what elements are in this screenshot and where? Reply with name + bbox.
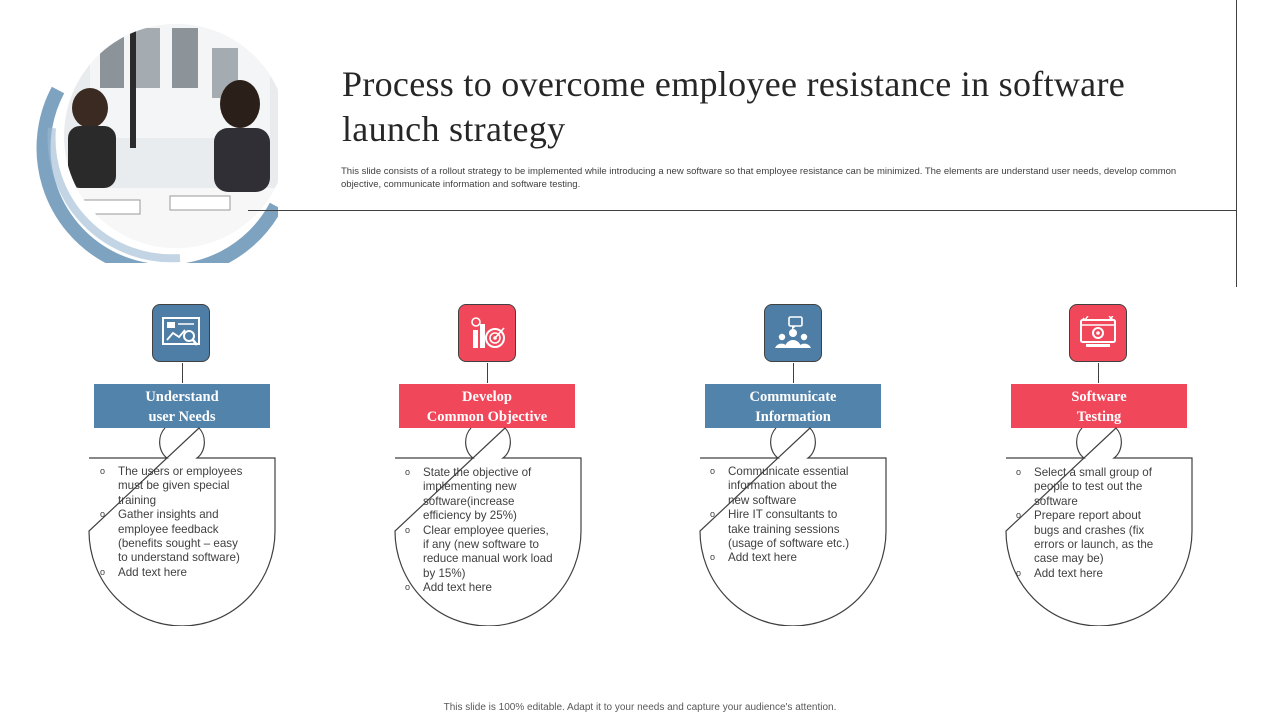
- step-heading-line1: Software: [1071, 389, 1127, 405]
- list-item: o State the objective of implementing new software(increase efficiency by 25%): [405, 466, 555, 524]
- step-items-list: [405, 466, 555, 596]
- vertical-divider: [1236, 0, 1237, 287]
- connector-line: [182, 363, 183, 383]
- step-header-communicate: [705, 384, 881, 428]
- list-item: o Communicate essential information about the new software: [710, 465, 860, 508]
- list-item: o Select a small group of people to test out the software: [1016, 466, 1166, 509]
- divider-line: [248, 210, 1237, 211]
- step-header-develop: [399, 384, 575, 428]
- list-item: o Clear employee queries, if any (new software to reduce manual work load by 15%): [405, 524, 555, 582]
- list-item: o Add text here: [100, 566, 250, 580]
- list-item: o Add text here: [710, 551, 860, 565]
- step-heading-line1: Understand: [145, 389, 219, 405]
- step-heading-line1: Communicate: [749, 389, 837, 405]
- list-item: o Gather insights and employee feedback (benefits sought – easy to understand software): [100, 508, 250, 566]
- team-communication-icon: [764, 304, 822, 362]
- step-heading-line2: Testing: [1076, 409, 1122, 425]
- meeting-photo: [30, 18, 278, 263]
- meeting-photo-graphic: [30, 18, 278, 263]
- step-heading-line2: Information: [755, 409, 831, 425]
- step-header-testing: [1011, 384, 1187, 428]
- list-item: o Prepare report about bugs and crashes (fix errors or launch, as the case may be): [1016, 509, 1166, 567]
- target-growth-icon: [458, 304, 516, 362]
- connector-line: [793, 363, 794, 383]
- step-heading-line1: Develop: [462, 389, 512, 405]
- analytics-report-icon: [152, 304, 210, 362]
- step-heading-line2: user Needs: [148, 409, 216, 425]
- page-title: Process to overcome employee resistance in software launch strategy: [342, 64, 1126, 149]
- step-items-list: [100, 465, 250, 580]
- page-subtitle: This slide consists of a rollout strategy to be implemented while introducing a new software so that employee resistance can be minimized. The elements are understand user needs, develop common objective, communicate information and software testing.: [341, 166, 1177, 190]
- footer-note: This slide is 100% editable. Adapt it to your needs and capture your audience's attention.: [443, 702, 837, 713]
- step-items-list: [1016, 466, 1166, 581]
- step-heading-line2: Common Objective: [426, 409, 548, 425]
- list-item: o Hire IT consultants to take training sessions (usage of software etc.): [710, 508, 860, 551]
- list-item: o Add text here: [1016, 567, 1166, 581]
- list-item: o Add text here: [405, 581, 555, 595]
- step-items-list: [710, 465, 860, 566]
- list-item: o The users or employees must be given special training: [100, 465, 250, 508]
- software-testing-icon: [1069, 304, 1127, 362]
- connector-line: [1098, 363, 1099, 383]
- step-header-understand: [94, 384, 270, 428]
- connector-line: [487, 363, 488, 383]
